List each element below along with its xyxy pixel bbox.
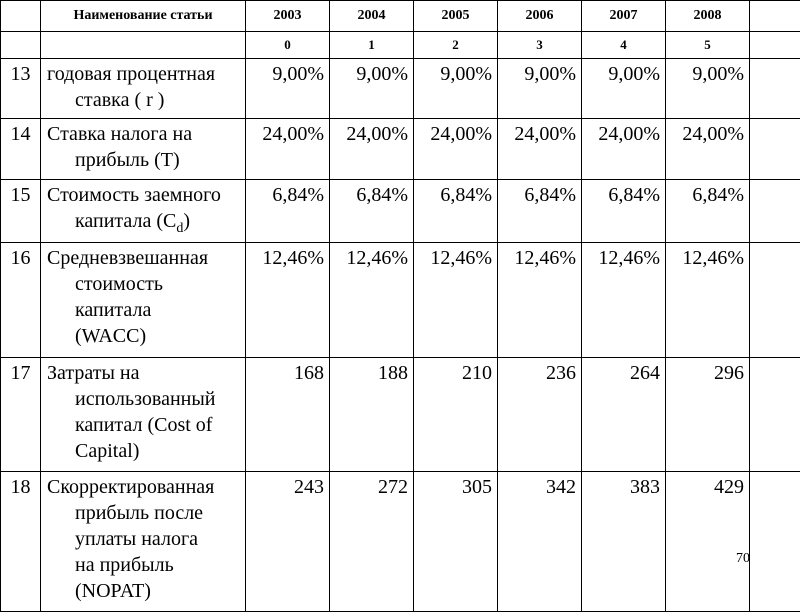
value-cell: 12,46% bbox=[498, 243, 582, 358]
value-cell: 9,00% bbox=[666, 59, 750, 119]
value-cell: 12,46% bbox=[246, 243, 330, 358]
row-name bbox=[41, 180, 246, 243]
header-name-cell: Наименование статьи bbox=[41, 1, 246, 32]
value-cell: 6,84% bbox=[666, 180, 750, 243]
value-cell: 24,00% bbox=[330, 119, 414, 180]
value-cell: 383 bbox=[582, 472, 666, 612]
value-cell: 9,00% bbox=[330, 59, 414, 119]
empty-cell bbox=[750, 472, 800, 612]
index-empty-cell bbox=[750, 32, 800, 59]
value-cell: 243 bbox=[246, 472, 330, 612]
table-row bbox=[1, 472, 800, 612]
row-name bbox=[41, 119, 246, 180]
table-row bbox=[1, 243, 800, 358]
index-empty-cell bbox=[41, 32, 246, 59]
row-name-line bbox=[47, 208, 241, 242]
index-cell: 3 bbox=[498, 32, 582, 59]
value-cell: 168 bbox=[246, 358, 330, 472]
index-cell: 0 bbox=[246, 32, 330, 59]
index-cell: 2 bbox=[414, 32, 498, 59]
empty-cell bbox=[750, 180, 800, 243]
subscript-d: d bbox=[176, 221, 183, 236]
header-year-2006: 2006 bbox=[498, 1, 582, 32]
row-name-line: уплаты налога bbox=[47, 526, 241, 552]
row-name-line: Скорректированная bbox=[47, 474, 241, 500]
index-empty-cell bbox=[1, 32, 41, 59]
row-name-line: прибыль после bbox=[47, 500, 241, 526]
value-cell: 12,46% bbox=[414, 243, 498, 358]
value-cell: 6,84% bbox=[330, 180, 414, 243]
header-year-2005: 2005 bbox=[414, 1, 498, 32]
row-name-line: использованный bbox=[47, 386, 241, 412]
row-number: 17 bbox=[1, 358, 41, 472]
row-name bbox=[41, 358, 246, 472]
value-cell: 305 bbox=[414, 472, 498, 612]
value-cell: 272 bbox=[330, 472, 414, 612]
header-year-2004: 2004 bbox=[330, 1, 414, 32]
table-row bbox=[1, 59, 800, 119]
row-name-line: капитал (Cost of bbox=[47, 412, 241, 438]
value-cell: 24,00% bbox=[414, 119, 498, 180]
header-extra-cell bbox=[750, 1, 800, 32]
value-cell: 6,84% bbox=[498, 180, 582, 243]
table-row bbox=[1, 119, 800, 180]
index-cell: 4 bbox=[582, 32, 666, 59]
value-cell: 210 bbox=[414, 358, 498, 472]
row-name-line: на прибыль bbox=[47, 552, 241, 578]
index-cell: 5 bbox=[666, 32, 750, 59]
row-name-text: капитала (C bbox=[75, 210, 176, 232]
value-cell: 429 bbox=[666, 472, 750, 612]
value-cell: 12,46% bbox=[666, 243, 750, 358]
row-name-line: годовая процентная bbox=[47, 61, 241, 87]
row-number: 15 bbox=[1, 180, 41, 243]
header-year-2008: 2008 bbox=[666, 1, 750, 32]
value-cell: 24,00% bbox=[582, 119, 666, 180]
header-num-cell bbox=[1, 1, 41, 32]
row-name bbox=[41, 472, 246, 612]
value-cell: 6,84% bbox=[582, 180, 666, 243]
page-number: 70 bbox=[736, 551, 750, 567]
index-row bbox=[1, 32, 800, 59]
value-cell: 296 bbox=[666, 358, 750, 472]
row-number: 14 bbox=[1, 119, 41, 180]
row-name-line: Средневзвешанная bbox=[47, 245, 241, 271]
value-cell: 24,00% bbox=[498, 119, 582, 180]
row-number: 18 bbox=[1, 472, 41, 612]
empty-cell bbox=[750, 358, 800, 472]
header-row bbox=[1, 1, 800, 32]
row-name-line: Затраты на bbox=[47, 360, 241, 386]
row-name-line: стоимость bbox=[47, 271, 241, 297]
table-row bbox=[1, 180, 800, 243]
value-cell: 6,84% bbox=[246, 180, 330, 243]
value-cell: 9,00% bbox=[498, 59, 582, 119]
value-cell: 12,46% bbox=[582, 243, 666, 358]
value-cell: 24,00% bbox=[246, 119, 330, 180]
empty-cell bbox=[750, 119, 800, 180]
row-name-line: Capital) bbox=[47, 438, 241, 464]
value-cell: 12,46% bbox=[330, 243, 414, 358]
header-year-2007: 2007 bbox=[582, 1, 666, 32]
row-name-line: (NOPAT) bbox=[47, 578, 241, 604]
value-cell: 9,00% bbox=[582, 59, 666, 119]
value-cell: 24,00% bbox=[666, 119, 750, 180]
row-name-line: (WACC) bbox=[47, 323, 241, 349]
row-name-line: Ставка налога на bbox=[47, 121, 241, 147]
header-year-2003: 2003 bbox=[246, 1, 330, 32]
row-number: 16 bbox=[1, 243, 41, 358]
value-cell: 188 bbox=[330, 358, 414, 472]
row-name-text: ) bbox=[183, 210, 190, 232]
row-name-line: Стоимость заемного bbox=[47, 182, 241, 208]
row-name bbox=[41, 59, 246, 119]
value-cell: 9,00% bbox=[414, 59, 498, 119]
empty-cell bbox=[750, 59, 800, 119]
value-cell: 9,00% bbox=[246, 59, 330, 119]
value-cell: 236 bbox=[498, 358, 582, 472]
row-name bbox=[41, 243, 246, 358]
value-cell: 342 bbox=[498, 472, 582, 612]
value-cell: 6,84% bbox=[414, 180, 498, 243]
table-row bbox=[1, 358, 800, 472]
row-name-line: капитала bbox=[47, 297, 241, 323]
row-name-line: ставка ( r ) bbox=[47, 87, 241, 113]
row-name-line: прибыль (T) bbox=[47, 147, 241, 173]
row-number: 13 bbox=[1, 59, 41, 119]
empty-cell bbox=[750, 243, 800, 358]
value-cell: 264 bbox=[582, 358, 666, 472]
index-cell: 1 bbox=[330, 32, 414, 59]
